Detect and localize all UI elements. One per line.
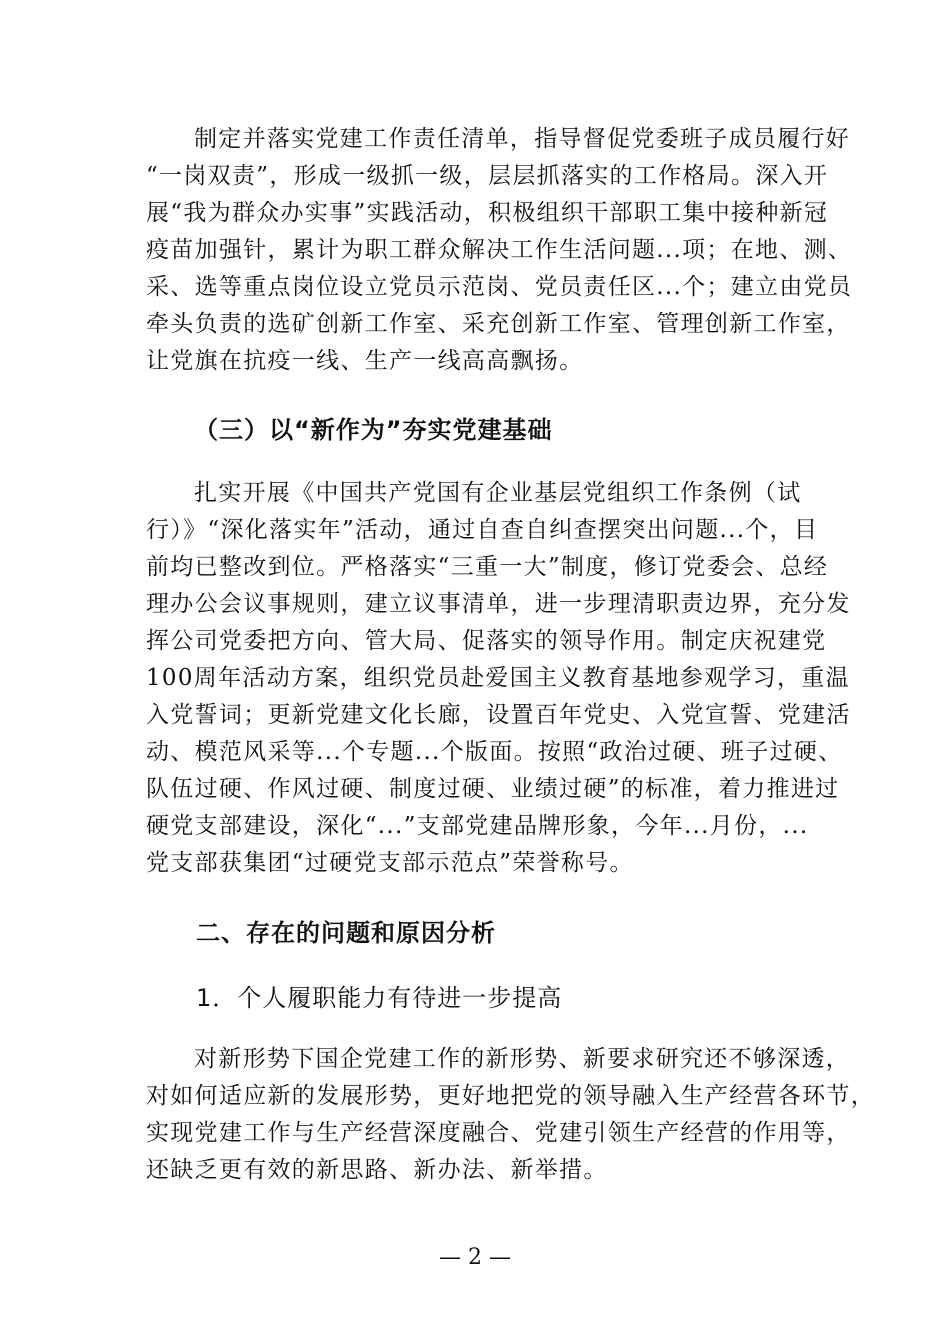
section-heading: 二、存在的问题和原因分析 bbox=[196, 919, 496, 947]
paragraph-line: 还缺乏更有效的新思路、新办法、新举措。 bbox=[146, 1157, 608, 1183]
paragraph-line: 对如何适应新的发展形势，更好地把党的领导融入生产经营各环节， bbox=[146, 1083, 875, 1109]
subheading-3: （三）以“新作为”夯实党建基础 bbox=[194, 416, 553, 444]
paragraph-line: 挥公司党委把方向、管大局、促落实的领导作用。制定庆祝建党 bbox=[146, 628, 827, 654]
paragraph-line: 党支部获集团“过硬党支部示范点”荣誉称号。 bbox=[146, 850, 634, 876]
paragraph-line: 前均已整改到位。严格落实“三重一大”制度，修订党委会、总经 bbox=[146, 554, 829, 580]
paragraph-line: 行）》“深化落实年”活动，通过自查自纠查摆突出问题...个，目 bbox=[146, 517, 819, 543]
paragraph-line: 动、模范风采等...个专题...个版面。按照“政治过硬、班子过硬、 bbox=[146, 739, 843, 765]
paragraph-line: 让党旗在抗疫一线、生产一线高高飘扬。 bbox=[146, 348, 584, 374]
paragraph-line: 扎实开展《中国共产党国有企业基层党组织工作条例（试 bbox=[194, 480, 802, 506]
subsection-heading: 1．个人履职能力有待进一步提高 bbox=[196, 984, 563, 1012]
paragraph-line: 实现党建工作与生产经营深度融合、党建引领生产经营的作用等， bbox=[146, 1120, 851, 1146]
paragraph-line: 疫苗加强针，累计为职工群众解决工作生活问题...项；在地、测、 bbox=[146, 237, 853, 263]
paragraph-line: 展“我为群众办实事”实践活动，积极组织干部职工集中接种新冠 bbox=[146, 200, 829, 226]
paragraph-line: 队伍过硬、作风过硬、制度过硬、业绩过硬”的标准，着力推进过 bbox=[146, 776, 840, 802]
paragraph-line: 100周年活动方案，组织党员赴爱国主义教育基地参观学习，重温 bbox=[146, 665, 850, 691]
paragraph-line: 硬党支部建设，深化“...”支部党建品牌形象，今年...月份，... bbox=[146, 813, 809, 839]
paragraph-line: 制定并落实党建工作责任清单，指导督促党委班子成员履行好 bbox=[194, 126, 851, 152]
paragraph-line: 对新形势下国企党建工作的新形势、新要求研究还不够深透， bbox=[194, 1046, 851, 1072]
page-number: — 2 — bbox=[439, 1245, 511, 1270]
paragraph-line: “一岗双责”，形成一级抓一级，层层抓落实的工作格局。深入开 bbox=[146, 163, 829, 189]
paragraph-line: 理办公会议事规则，建立议事清单，进一步理清职责边界，充分发 bbox=[146, 591, 851, 617]
paragraph-line: 入党誓词；更新党建文化长廊，设置百年党史、入党宣誓、党建活 bbox=[146, 702, 851, 728]
paragraph-line: 牵头负责的选矿创新工作室、采充创新工作室、管理创新工作室， bbox=[146, 311, 851, 337]
paragraph-line: 采、选等重点岗位设立党员示范岗、党员责任区...个；建立由党员 bbox=[146, 274, 853, 300]
